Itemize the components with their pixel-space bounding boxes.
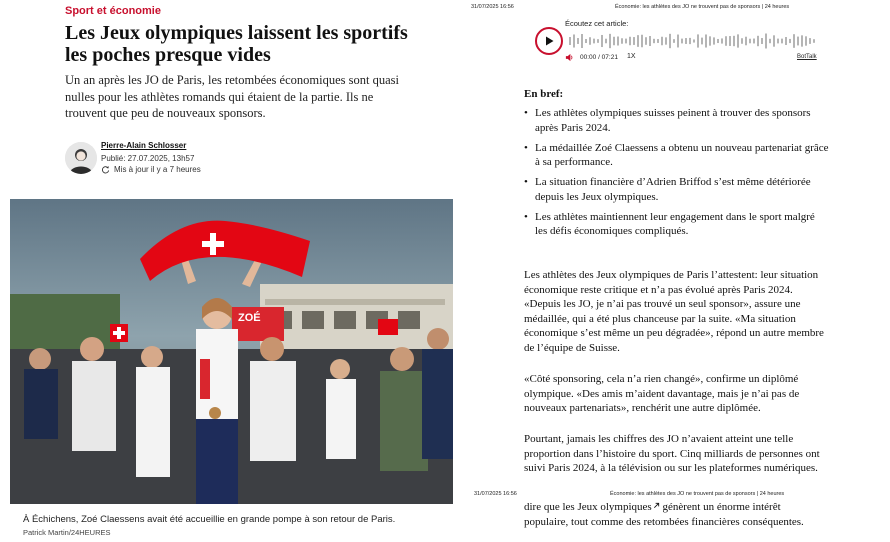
- body-paragraph-4-text: génèrent un énorme intérêt populaire, tout comme des retombées financières conséquentes.: [524, 501, 804, 528]
- updated-text: Mis à jour il y a 7 heures: [114, 165, 201, 174]
- author-portrait-icon: [65, 142, 97, 174]
- summary-heading: En bref:: [524, 88, 564, 100]
- audio-waveform-scrubber[interactable]: [569, 31, 819, 51]
- summary-list: [524, 106, 829, 244]
- refresh-icon: [101, 165, 110, 174]
- article-category[interactable]: Sport et économie: [65, 5, 161, 17]
- summary-item: • La médaillée Zoé Claessens a obtenu un nouveau partenariat grâce à sa performance.: [524, 141, 829, 170]
- print-header-date: 31/07/2025 16:56: [471, 4, 514, 10]
- photo-banner-text: ZOÉ: [238, 312, 261, 324]
- olympics-link[interactable]: dire que les Jeux olympiques: [524, 501, 652, 513]
- print-header-title-page2: Économie: les athlètes des JO ne trouvent pas de sponsors | 24 heures: [610, 491, 785, 497]
- audio-play-button[interactable]: [535, 27, 563, 55]
- article-headline: Les Jeux olympiques laissent les sportifs les poches presque vides: [65, 22, 408, 66]
- audio-provider-link[interactable]: BotTalk: [797, 54, 817, 60]
- article-photo[interactable]: [10, 199, 453, 504]
- external-link-icon: [653, 502, 660, 509]
- photo-credit: Patrick Martin/24HEURES: [23, 528, 111, 537]
- article-lead: Un an après les JO de Paris, les retombées économiques sont quasi nulles pour les athlètes romands qui étaient de la partie. Ils ne trouvent que peu de nouveaux sponsors.: [65, 73, 399, 120]
- summary-item: • Les athlètes olympiques suisses peinent à trouver des sponsors après Paris 2024.: [524, 106, 829, 135]
- body-paragraph-4: [524, 500, 826, 529]
- volume-icon[interactable]: [565, 53, 574, 62]
- audio-speed-button[interactable]: 1X: [627, 53, 636, 60]
- print-header-title: Économie: les athlètes des JO ne trouvent pas de sponsors | 24 heures: [615, 4, 790, 10]
- audio-label: Écoutez cet article:: [565, 19, 629, 28]
- summary-item: • La situation financière d’Adrien Briffod s’est même détériorée depuis les Jeux olympiques.: [524, 175, 829, 204]
- body-paragraph-1: Les athlètes des Jeux olympiques de Paris l’attestent: leur situation économique reste critique et n’a pas évolué après Paris 2024. «Depuis les JO, je n’ai pas trouvé un seul sponsor», assure une médaillée, qui a été plus chanceuse par la suite. «Ma situation économique s’est même un peu dégradée», répond un autre membre de l’équipe de Suisse.: [524, 269, 824, 354]
- play-icon: [543, 35, 555, 47]
- body-paragraph-2: «Côté sponsoring, cela n’a rien changé», confirme un diplômé olympique. «Des amis m’aident davantage, mais je n’ai pas de nouveaux partenariats», renchérit une autre diplômée.: [524, 373, 800, 414]
- updated-info: [101, 165, 201, 174]
- summary-item: • Les athlètes maintiennent leur engagement dans le sport malgré les défis économiques compliqués.: [524, 210, 829, 239]
- author-name-link[interactable]: Pierre-Alain Schlosser: [101, 141, 187, 150]
- audio-time: 00:00 / 07:21: [580, 54, 618, 61]
- photo-caption: À Échichens, Zoé Claessens avait été accueillie en grande pompe à son retour de Paris.: [23, 514, 396, 525]
- print-header-date-page2: 31/07/2025 16:56: [474, 491, 517, 497]
- published-date: Publié: 27.07.2025, 13h57: [101, 154, 195, 163]
- body-paragraph-3: Pourtant, jamais les chiffres des JO n’avaient atteint une telle proportion dans l’histoire du sport. Cinq milliards de personnes ont suivi Paris 2024, à la télévision ou sur les plateformes numériques.: [524, 433, 820, 474]
- author-avatar[interactable]: [65, 142, 97, 174]
- celebration-photo-illustration: [10, 199, 453, 504]
